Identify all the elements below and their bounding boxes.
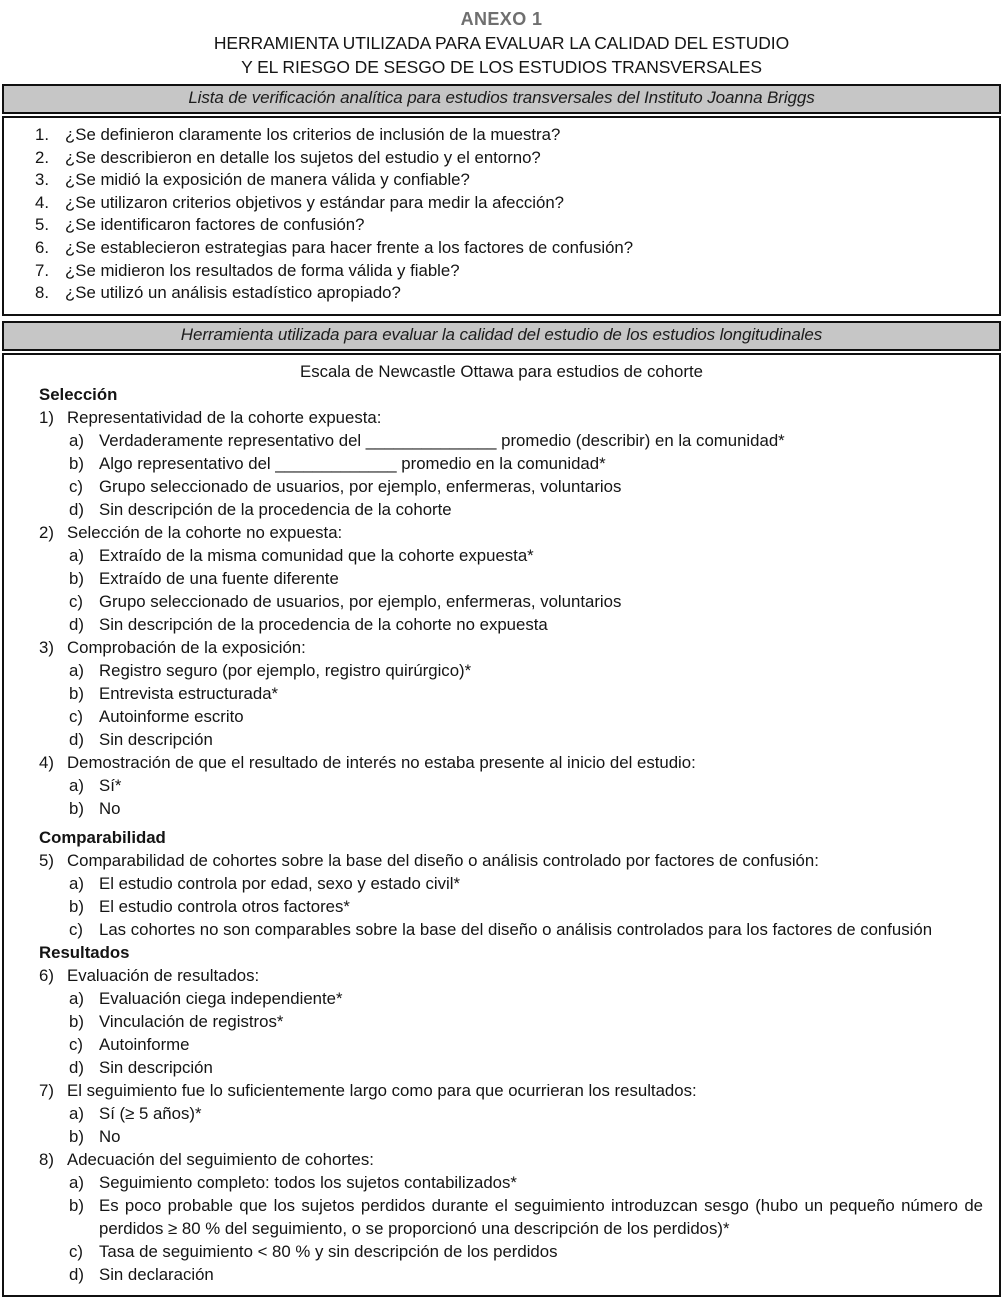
option-letter: b) [69,896,84,916]
question-row [4,964,999,987]
option-text: Evaluación ciega independiente* [99,988,343,1008]
option-text: Sí (≥ 5 años)* [99,1103,202,1123]
option-row [4,1240,999,1263]
question-row [4,406,999,429]
option-letter: b) [69,683,84,703]
option-letter: b) [69,1011,84,1031]
option-text: Sin descripción de la procedencia de la cohorte [99,499,452,519]
option-letter: d) [69,1264,84,1284]
option-text: Entrevista estructurada* [99,683,279,703]
scale-subtitle: Escala de Newcastle Ottawa para estudios de cohorte [300,361,703,381]
option-row [4,1056,999,1079]
option-text: Sin declaración [99,1264,214,1284]
question-number: 3) [39,637,54,657]
option-text: Extraído de la misma comunidad que la cohorte expuesta* [99,545,534,565]
checklist-item [4,282,989,305]
option-letter: a) [69,660,84,680]
option-text: Seguimiento completo: todos los sujetos contabilizados* [99,1172,517,1192]
option-row [4,659,999,682]
option-row [4,613,999,636]
option-letter: b) [69,453,84,473]
option-row [4,498,999,521]
item-number: 2. [35,147,49,167]
annex-title: ANEXO 1 [460,9,543,29]
item-text: ¿Se identificaron factores de confusión? [65,215,365,235]
option-row [4,1102,999,1125]
group-heading-comparabilidad: Comparabilidad [39,827,166,847]
option-row [4,452,999,475]
option-letter: c) [69,591,83,611]
item-number: 5. [35,215,49,235]
option-row [4,544,999,567]
option-letter: b) [69,1126,84,1146]
option-letter: c) [69,1241,83,1261]
option-letter: b) [69,798,84,818]
option-text: El estudio controla otros factores* [99,896,350,916]
item-number: 3. [35,170,49,190]
question-text: Comparabilidad de cohortes sobre la base del diseño o análisis controlado por factores de confusión: [67,850,819,870]
option-letter: a) [69,1103,84,1123]
question-number: 1) [39,407,54,427]
option-letter: d) [69,729,84,749]
option-text: No [99,798,121,818]
option-letter: c) [69,706,83,726]
option-row [4,1171,999,1194]
item-number: 4. [35,192,49,212]
option-row [4,895,999,918]
option-text: Sin descripción [99,1057,213,1077]
checklist-item [4,192,989,215]
question-number: 4) [39,752,54,772]
option-text: El estudio controla por edad, sexo y estado civil* [99,873,461,893]
option-letter: b) [69,568,84,588]
option-text: Es poco probable que los sujetos perdidos durante el seguimiento introduzcan sesgo (hubo un pequeño número de perdidos ≥ 80 % del seguimiento, o se proporcionó una descripción de los perdidos)* [99,1195,983,1238]
option-text: Vinculación de registros* [99,1011,284,1031]
question-number: 5) [39,850,54,870]
option-text: Las cohortes no son comparables sobre la base del diseño o análisis controlados para los factores de confusión [99,919,933,939]
item-number: 8. [35,283,49,303]
option-letter: d) [69,499,84,519]
question-number: 7) [39,1080,54,1100]
question-text: Evaluación de resultados: [67,965,260,985]
option-letter: a) [69,775,84,795]
page-title-line2: Y EL RIESGO DE SESGO DE LOS ESTUDIOS TRANSVERSALES [241,57,762,77]
option-text: Autoinforme escrito [99,706,244,726]
question-text: Demostración de que el resultado de interés no estaba presente al inicio del estudio: [67,752,696,772]
checklist-item [4,214,989,237]
item-number: 6. [35,237,49,257]
option-row [4,918,999,941]
question-row [4,1079,999,1102]
option-row [4,987,999,1010]
option-row [4,1010,999,1033]
question-row [4,751,999,774]
checklist-item [4,260,989,283]
question-text: Selección de la cohorte no expuesta: [67,522,343,542]
section2-header-bar: Herramienta utilizada para evaluar la calidad del estudio de los estudios longitudinales [2,321,1001,351]
question-text: Representatividad de la cohorte expuesta: [67,407,382,427]
option-letter: d) [69,614,84,634]
option-text: Sin descripción [99,729,213,749]
option-row [4,567,999,590]
option-text: Verdaderamente representativo del ______________ promedio (describir) en la comunidad* [99,430,785,450]
option-row [4,872,999,895]
item-text: ¿Se utilizó un análisis estadístico apropiado? [65,283,401,303]
option-text: Sí* [99,775,122,795]
question-number: 2) [39,522,54,542]
question-number: 6) [39,965,54,985]
question-number: 8) [39,1149,54,1169]
page-titles [2,0,1001,79]
item-text: ¿Se utilizaron criterios objetivos y estándar para medir la afección? [65,192,565,212]
checklist-item [4,237,989,260]
option-letter: a) [69,1172,84,1192]
option-letter: c) [69,1034,83,1054]
option-text: Grupo seleccionado de usuarios, por ejemplo, enfermeras, voluntarios [99,591,622,611]
group-heading-seleccion: Selección [39,384,118,404]
question-row [4,849,999,872]
option-row [4,1033,999,1056]
option-row [4,475,999,498]
option-row [4,429,999,452]
section1-header-bar: Lista de verificación analítica para estudios transversales del Instituto Joanna Briggs [2,84,1001,114]
checklist-item [4,169,989,192]
item-text: ¿Se midió la exposición de manera válida y confiable? [65,170,470,190]
question-text: Adecuación del seguimiento de cohortes: [67,1149,374,1169]
option-row [4,774,999,797]
option-letter: c) [69,476,83,496]
question-text: El seguimiento fue lo suficientemente largo como para que ocurrieran los resultados: [67,1080,697,1100]
checklist-item [4,147,989,170]
option-text: Algo representativo del _____________ promedio en la comunidad* [99,453,606,473]
option-row [4,1125,999,1148]
option-text: Sin descripción de la procedencia de la cohorte no expuesta [99,614,548,634]
checklist-item [4,124,989,147]
option-letter: b) [69,1195,84,1215]
item-text: ¿Se establecieron estrategias para hacer frente a los factores de confusión? [65,237,634,257]
item-text: ¿Se midieron los resultados de forma válida y fiable? [65,260,460,280]
option-row [4,705,999,728]
option-letter: a) [69,430,84,450]
option-row [4,797,999,820]
question-row [4,521,999,544]
section2-scale-box [2,353,1001,1297]
option-letter: a) [69,873,84,893]
item-number: 1. [35,125,49,144]
option-text: No [99,1126,121,1146]
option-row [4,1194,999,1240]
page-title-line1: HERRAMIENTA UTILIZADA PARA EVALUAR LA CALIDAD DEL ESTUDIO [213,33,790,53]
option-text: Tasa de seguimiento < 80 % y sin descripción de los perdidos [99,1241,558,1261]
question-row [4,636,999,659]
option-text: Grupo seleccionado de usuarios, por ejemplo, enfermeras, voluntarios [99,476,622,496]
option-row [4,1263,999,1286]
option-text: Autoinforme [99,1034,190,1054]
item-text: ¿Se definieron claramente los criterios de inclusión de la muestra? [65,125,561,144]
group-heading-resultados: Resultados [39,942,130,962]
option-letter: a) [69,545,84,565]
option-letter: d) [69,1057,84,1077]
option-text: Extraído de una fuente diferente [99,568,339,588]
question-text: Comprobación de la exposición: [67,637,306,657]
option-row [4,590,999,613]
option-row [4,728,999,751]
option-text: Registro seguro (por ejemplo, registro quirúrgico)* [99,660,472,680]
option-row [4,682,999,705]
item-text: ¿Se describieron en detalle los sujetos del estudio y el entorno? [65,147,541,167]
option-letter: a) [69,988,84,1008]
section1-checklist-box [2,116,1001,316]
option-letter: c) [69,919,83,939]
item-number: 7. [35,260,49,280]
question-row [4,1148,999,1171]
